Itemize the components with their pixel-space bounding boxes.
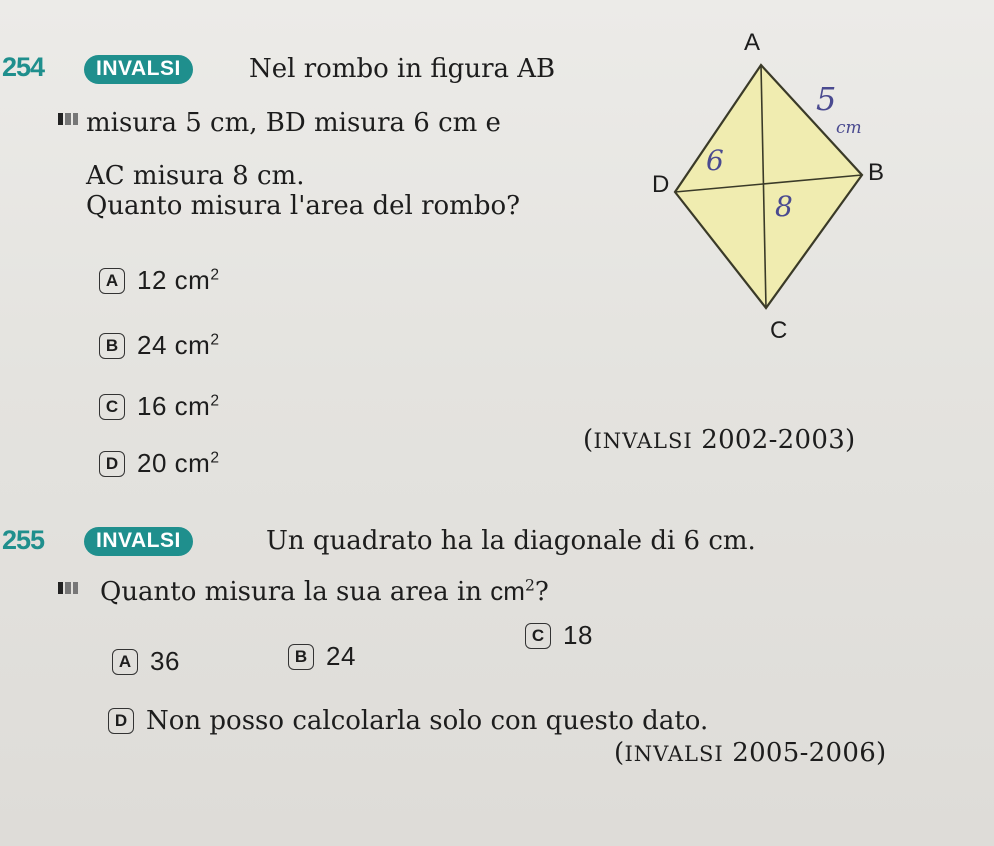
option-value: Non posso calcolarla solo con questo dato. (146, 706, 709, 736)
option-letter: A (112, 649, 138, 675)
rhombus-figure (600, 20, 900, 350)
handwritten-half-ac: 8 (775, 190, 793, 223)
option-letter: D (99, 451, 125, 477)
option-letter: D (108, 708, 134, 734)
problem-254-option-a[interactable] (99, 265, 220, 296)
problem-254-source: (INVALSI 2002-2003) (583, 425, 856, 455)
option-value: 12 $cm^2$ (137, 265, 220, 295)
vertex-label-d: D (652, 171, 670, 198)
vertex-label-b: B (868, 159, 885, 186)
problem-255-source: (INVALSI 2005-2006) (614, 738, 887, 768)
option-letter: A (99, 268, 125, 294)
difficulty-icon (58, 113, 78, 125)
problem-254-text-line-2: misura 5 cm, BD misura 6 cm e (86, 108, 501, 138)
option-value: 20 $cm^2$ (137, 448, 220, 478)
option-letter: B (99, 333, 125, 359)
vertex-label-a: A (744, 29, 761, 56)
option-letter: B (288, 644, 314, 670)
problem-255-question: Quanto misura la sua area in $cm^2$? (100, 576, 549, 607)
problem-254-option-b[interactable] (99, 330, 220, 361)
problem-254-number: 254 (2, 52, 45, 82)
handwritten-side-length: 5 (816, 80, 837, 118)
option-value: 24 $cm^2$ (137, 330, 220, 360)
problem-254-option-c[interactable] (99, 391, 220, 422)
problem-255-option-d[interactable] (108, 706, 708, 736)
problem-254-text-line-1: Nel rombo in figura AB (249, 54, 556, 84)
problem-254-question: Quanto misura l'area del rombo? (86, 191, 521, 221)
problem-254-invalsi-badge: INVALSI (84, 55, 193, 84)
problem-254-option-d[interactable] (99, 448, 220, 479)
handwritten-half-bd: 6 (706, 144, 724, 177)
handwritten-side-unit: cm (836, 118, 862, 138)
problem-255-invalsi-badge: INVALSI (84, 527, 193, 556)
option-letter: C (525, 623, 551, 649)
option-value: 18 (563, 620, 593, 650)
problem-255-number: 255 (2, 525, 45, 555)
option-value: 24 (326, 641, 356, 671)
problem-255-option-a[interactable] (112, 646, 180, 677)
problem-254-text-line-3: AC misura 8 cm. (86, 161, 305, 191)
problem-255-option-b[interactable] (288, 641, 356, 672)
problem-255-option-c[interactable] (525, 620, 593, 651)
vertex-label-c: C (770, 317, 788, 344)
problem-255-text-line-1: Un quadrato ha la diagonale di 6 cm. (266, 526, 756, 556)
option-value: 36 (150, 646, 180, 676)
option-value: 16 $cm^2$ (137, 391, 220, 421)
option-letter: C (99, 394, 125, 420)
difficulty-icon (58, 582, 78, 594)
